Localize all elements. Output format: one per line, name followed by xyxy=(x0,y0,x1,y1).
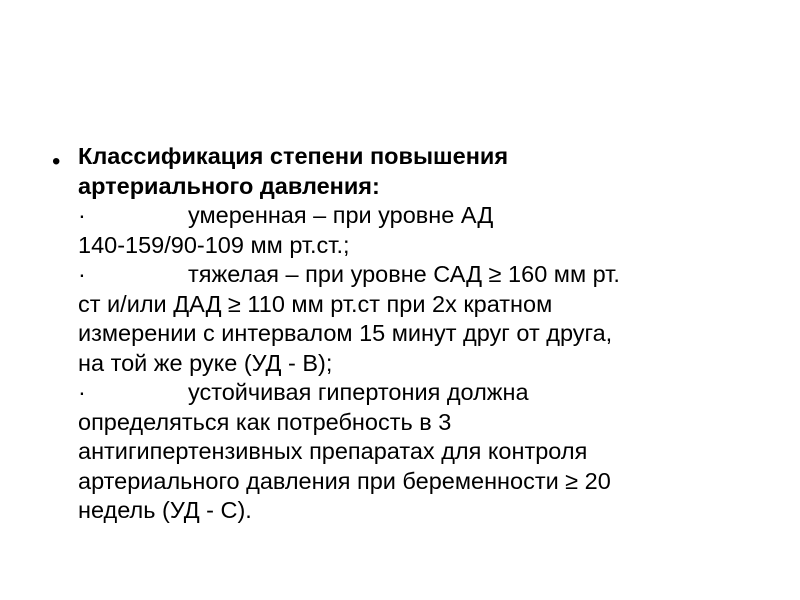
item-3-marker: · xyxy=(78,379,86,405)
item-3-line-2: определяться как потребность в 3 xyxy=(78,408,452,435)
item-2-line-1 xyxy=(78,260,758,290)
item-2-line-4: на той же руке (УД - В); xyxy=(78,349,333,376)
item-3-line-5: недель (УД - С). xyxy=(78,497,252,523)
item-3-line-1 xyxy=(78,378,758,408)
item-2-line-2: ст и/или ДАД ≥ 110 мм рт.ст при 2х кратном xyxy=(78,290,553,317)
bullet-icon: • xyxy=(52,148,61,175)
item-3-text-1: устойчивая гипертония должна xyxy=(188,379,529,405)
item-1-marker: · xyxy=(78,202,86,228)
item-2-marker: · xyxy=(78,261,86,287)
heading-line-2: артериального давления: xyxy=(78,172,380,199)
bullet-text xyxy=(78,142,758,526)
heading-line-1: Классификация степени повышения xyxy=(78,143,509,169)
item-2-text-1: тяжелая – при уровне САД ≥ 160 мм рт. xyxy=(188,261,620,287)
item-3-line-3: антигипертензивных препаратах для контроля xyxy=(78,438,588,464)
item-1-text-1: умеренная – при уровне АД xyxy=(188,202,494,228)
item-3-line-4: артериального давления при беременности ≥ 20 xyxy=(78,467,611,494)
item-2-line-3: измерении с интервалом 15 минут друг от друга, xyxy=(78,320,613,346)
item-1-line-1 xyxy=(78,201,758,231)
item-1-line-2: 140-159/90-109 мм рт.ст.; xyxy=(78,231,350,258)
